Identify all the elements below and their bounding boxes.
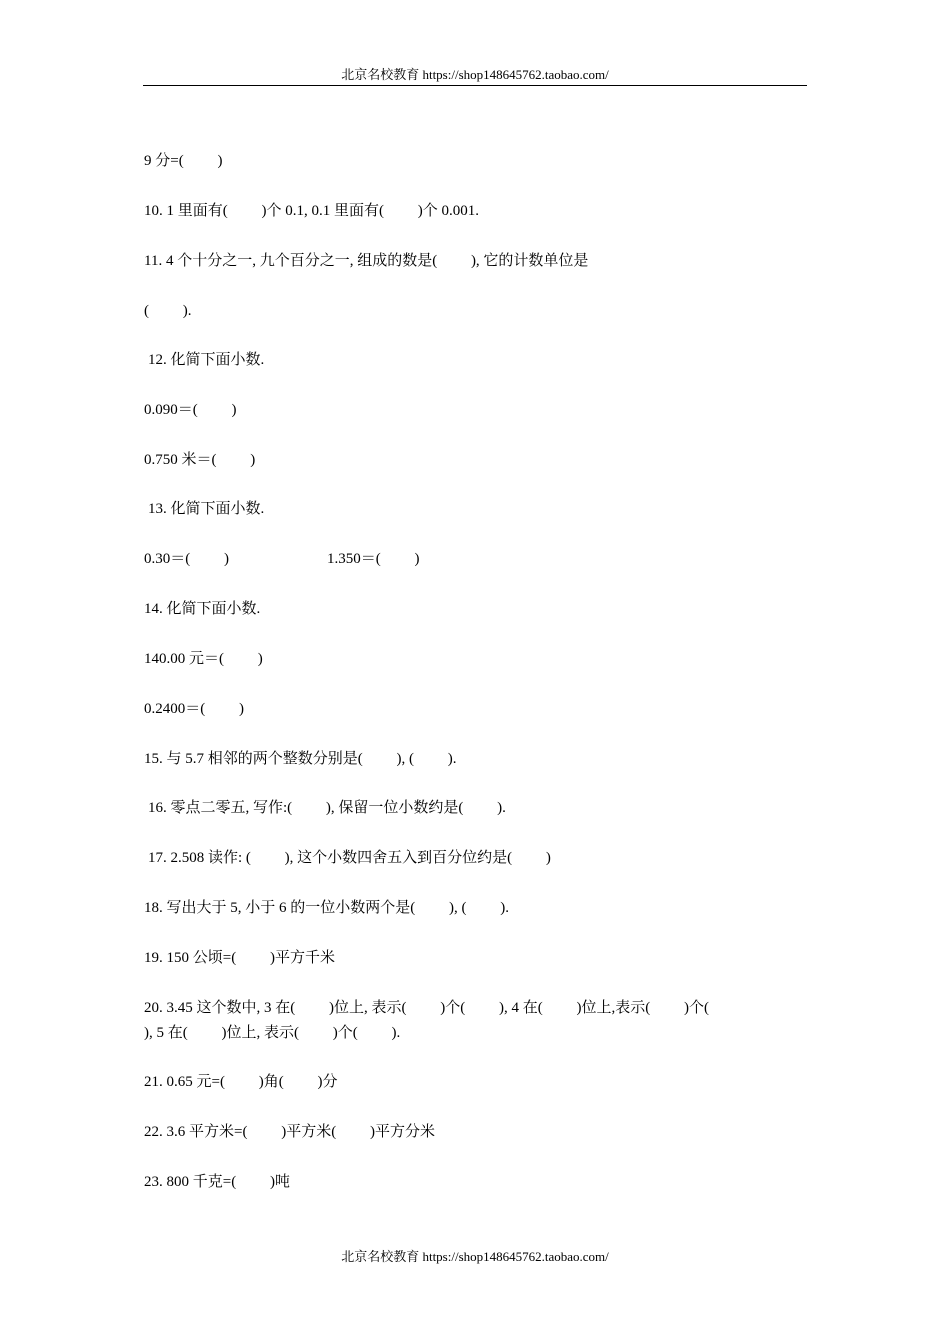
question-18: 18. 写出大于 5, 小于 6 的一位小数两个是( ), ( ).	[144, 900, 509, 916]
question-11-cont: ( ).	[144, 303, 192, 319]
question-14a: 140.00 元＝( )	[144, 651, 263, 667]
page-footer: 北京名校教育 https://shop148645762.taobao.com/	[341, 1249, 609, 1264]
question-14b: 0.2400＝( )	[144, 701, 244, 717]
question-17: 17. 2.508 读作: ( ), 这个小数四舍五入到百分位约是( )	[148, 850, 551, 866]
question-10: 10. 1 里面有( )个 0.1, 0.1 里面有( )个 0.001.	[144, 203, 479, 219]
question-16: 16. 零点二零五, 写作:( ), 保留一位小数约是( ).	[148, 800, 506, 816]
question-9: 9 分=( )	[144, 153, 223, 169]
question-19: 19. 150 公顷=( )平方千米	[144, 950, 335, 966]
question-12a: 0.090＝( )	[144, 402, 237, 418]
question-14: 14. 化简下面小数.	[144, 601, 261, 617]
question-12: 12. 化简下面小数.	[148, 352, 265, 368]
question-22: 22. 3.6 平方米=( )平方米( )平方分米	[144, 1124, 435, 1140]
question-13: 13. 化简下面小数.	[148, 501, 265, 517]
question-12b: 0.750 米＝( )	[144, 452, 256, 468]
question-11: 11. 4 个十分之一, 九个百分之一, 组成的数是( ), 它的计数单位是	[144, 253, 589, 269]
question-23: 23. 800 千克=( )吨	[144, 1174, 290, 1190]
question-13b: 1.350＝( )	[327, 551, 420, 567]
question-20: 20. 3.45 这个数中, 3 在( )位上, 表示( )个( ), 4 在( )位上,表示( )个(	[144, 1000, 709, 1016]
page-header: 北京名校教育 https://shop148645762.taobao.com/	[341, 67, 609, 82]
question-15: 15. 与 5.7 相邻的两个整数分别是( ), ( ).	[144, 751, 457, 767]
question-20-cont: ), 5 在( )位上, 表示( )个( ).	[144, 1025, 401, 1041]
question-21: 21. 0.65 元=( )角( )分	[144, 1074, 338, 1090]
header-rule	[143, 85, 807, 86]
question-13a: 0.30＝( )	[144, 551, 229, 567]
